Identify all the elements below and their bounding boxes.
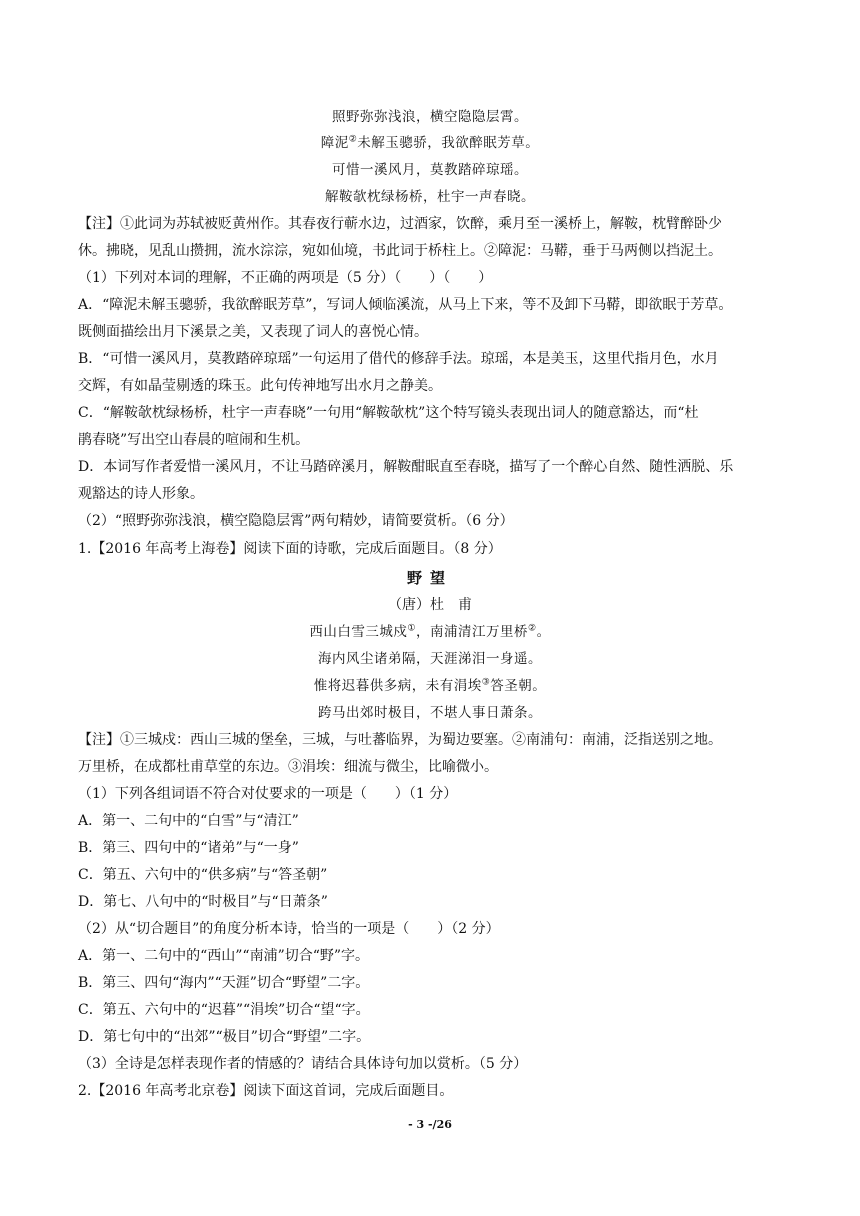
poem-line-4: 跨马出郊时极目，不堪人事日萧条。 bbox=[318, 705, 542, 721]
option-line: A．第一、二句中的“白雪”与“清江” bbox=[78, 813, 299, 829]
poem-line-2: 海内风尘诸弟隔，天涯涕泪一身遥。 bbox=[318, 651, 542, 667]
poem-line-4: 解鞍欹枕绿杨桥，杜宇一声春晓。 bbox=[325, 189, 535, 205]
option-line: 观豁达的诗人形象。 bbox=[78, 486, 204, 502]
poem-line-1-a: 西山白雪三城戍 bbox=[309, 624, 408, 640]
option-line: D．第七句中的“出郊”“极目”切合“野望”二字。 bbox=[78, 1029, 371, 1045]
footnote-mark-3: ③ bbox=[481, 677, 491, 688]
option-line: 既侧面描绘出月下溪景之美，又表现了词人的喜悦心情。 bbox=[78, 324, 428, 340]
item-heading: 2.【2016 年高考北京卷】阅读下面这首词，完成后面题目。 bbox=[78, 1083, 454, 1099]
question-stem: （3）全诗是怎样表现作者的情感的？请结合具体诗句加以赏析。（5 分） bbox=[78, 1056, 528, 1072]
option-line: 鹃春晓”写出空山春晨的喧闹和生机。 bbox=[78, 432, 310, 448]
option-line: A．第一、二句中的“西山”“南浦”切合“野”字。 bbox=[78, 948, 370, 964]
option-line: A．“障泥未解玉骢骄，我欲醉眠芳草”，写词人倾临溪流，从马上下来，等不及卸下马鞯，即欲眠于芳草。 bbox=[78, 297, 733, 313]
poem-line-1-c: 。 bbox=[536, 624, 551, 640]
note-line: 万里桥，在成都杜甫草堂的东边。③涓埃：细流与微尘，比喻微小。 bbox=[78, 759, 498, 775]
poem-line-3-b: 答圣朝。 bbox=[490, 678, 547, 694]
poem-line-1 bbox=[0, 619, 860, 645]
option-line: B．“可惜一溪风月，莫教踏碎琼瑶”一句运用了借代的修辞手法。琼瑶，本是美玉，这里代指月色，水月 bbox=[78, 351, 719, 367]
poem-line-2-b: 未解玉骢骄，我欲醉眠芳草。 bbox=[357, 135, 540, 151]
option-line: C．“解鞍欹枕绿杨桥，杜宇一声春晓”一句用“解鞍欹枕”这个特写镜头表现出词人的随意豁达，而“杜 bbox=[78, 405, 699, 421]
poem-line-1: 照野弥弥浅浪，横空隐隐层霄。 bbox=[332, 109, 528, 125]
option-line: C．第五、六句中的“迟暮”“涓埃”切合“望“字。 bbox=[78, 1002, 370, 1018]
option-line: 交辉，有如晶莹剔透的珠玉。此句传神地写出水月之静美。 bbox=[78, 378, 442, 394]
note-line: 【注】①此词为苏轼被贬黄州作。其春夜行蕲水边，过酒家，饮醉，乘月至一溪桥上，解鞍，枕臂醉卧少 bbox=[78, 216, 722, 232]
poem-line-2-a: 障泥 bbox=[320, 135, 349, 151]
poem-title: 野望 bbox=[406, 569, 453, 587]
option-line: D．第七、八句中的“时极目”与“日萧条” bbox=[78, 894, 328, 910]
footnote-mark-2: ② bbox=[528, 623, 537, 634]
poem-line-3 bbox=[0, 673, 860, 699]
question-stem: （2）“照野弥弥浅浪，横空隐隐层霄”两句精妙，请简要赏析。（6 分） bbox=[78, 513, 514, 529]
question-stem: （1）下列对本词的理解，不正确的两项是（5 分）（ ）（ ） bbox=[78, 270, 493, 286]
item-heading: 1.【2016 年高考上海卷】阅读下面的诗歌，完成后面题目。（8 分） bbox=[78, 541, 502, 557]
poem-line-3-a: 惟将迟暮供多病，未有涓埃 bbox=[313, 678, 482, 694]
option-line: C．第五、六句中的“供多病”与“答圣朝” bbox=[78, 867, 328, 883]
footnote-mark-1: ① bbox=[407, 623, 416, 634]
poem-line-1-b: ，南浦清江万里桥 bbox=[416, 624, 528, 640]
question-stem: （2）从“切合题目”的角度分析本诗，恰当的一项是（ ）（2 分） bbox=[78, 921, 500, 937]
option-line: D．本词写作者爱惜一溪风月，不让马踏碎溪月，解鞍酣眠直至春晓，描写了一个醉心自然、随性洒脱、乐 bbox=[78, 459, 734, 475]
option-line: B．第三、四句中的“诸弟”与“一身” bbox=[78, 840, 299, 856]
page-number: - 3 -/26 bbox=[408, 1118, 452, 1131]
poem-author: （唐）杜 甫 bbox=[388, 597, 472, 613]
note-line: 【注】①三城戍：西山三城的堡垒，三城，与吐蕃临界，为蜀边要塞。②南浦句：南浦，泛指送别之地。 bbox=[78, 732, 722, 748]
poem-line-2 bbox=[0, 130, 860, 156]
poem-line-3: 可惜一溪风月，莫教踏碎琼瑶。 bbox=[332, 162, 528, 178]
note-line: 休。拂晓，见乱山攒拥，流水淙淙，宛如仙境，书此词于桥柱上。②障泥：马鞯，垂于马两侧以挡泥土。 bbox=[78, 243, 722, 259]
footnote-mark-2: ② bbox=[348, 134, 358, 145]
option-line: B．第三、四句“海内”“天涯”切合“野望”二字。 bbox=[78, 975, 370, 991]
question-stem: （1）下列各组词语不符合对仗要求的一项是（ ）（1 分） bbox=[78, 786, 458, 802]
